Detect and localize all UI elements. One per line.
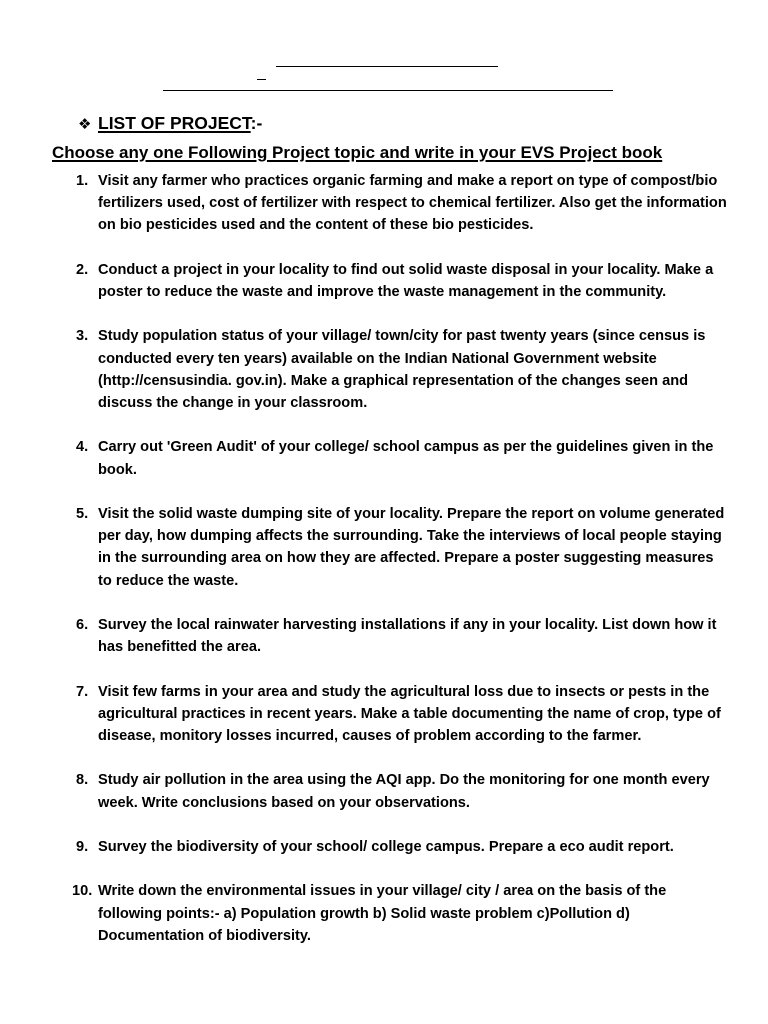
project-number: 1. [76, 173, 89, 189]
project-number: 5. [76, 505, 89, 522]
project-item-3 [0, 325, 768, 414]
dash-mark [257, 79, 266, 80]
project-text: Carry out 'Green Audit' of your college/ school campus as per the guidelines given in the book. [98, 439, 714, 478]
diamond-bullet-icon: ❖ [78, 116, 92, 133]
project-number: 4. [76, 439, 89, 456]
project-text: Study air pollution in the area using the AQI app. Do the monitoring for one month every week. Write conclusions based on your observations. [98, 772, 710, 811]
project-text: Visit any farmer who practices organic farming and make a report on type of compost/bio fertilizers used, cost of fertilizer with respect to chemical fertilizer. Also get the information on bio pesticides used and the content of these bio pesticides. [98, 173, 727, 234]
title-blank-line [276, 66, 498, 67]
list-heading-suffix: :- [250, 113, 263, 133]
project-text: Visit few farms in your area and study the agricultural loss due to insects or pests in the agricultural practices in recent years. Make a table documenting the name of crop, type of disease, monitory losses incurred, causes of problem according to the farmer. [98, 683, 721, 744]
subtitle-blank-line [163, 90, 613, 91]
project-number: 9. [76, 838, 89, 855]
project-item-10 [0, 880, 768, 947]
project-number: 10. [72, 883, 93, 900]
project-number: 3. [76, 328, 89, 345]
project-text: Survey the biodiversity of your school/ college campus. Prepare a eco audit report. [98, 838, 674, 855]
project-text: Conduct a project in your locality to find out solid waste disposal in your locality. Make a poster to reduce the waste and improve the waste management in the community. [98, 261, 714, 300]
project-item-2 [0, 259, 768, 303]
project-item-8 [0, 769, 768, 813]
project-text: Survey the local rainwater harvesting installations if any in your locality. List down how it has benefitted the area. [98, 616, 717, 656]
project-list [0, 170, 768, 969]
instruction-text: Choose any one Following Project topic and write in your EVS Project book [52, 143, 663, 162]
project-text: Visit the solid waste dumping site of your locality. Prepare the report on volume generated per day, how dumping affects the surrounding. Take the interviews of local people staying in the surrounding area on how they are affected. Prepare a poster suggesting measures to reduce the waste. [98, 505, 725, 589]
project-number: 7. [76, 683, 89, 700]
project-text: Study population status of your village/ town/city for past twenty years (since census is conducted every ten years) available on the Indian National Government website (http://censusindia. gov.in). Make a graphical representation of the changes seen and discuss the change in your classroom. [98, 328, 706, 411]
project-item-7 [0, 681, 768, 748]
project-item-4 [0, 436, 768, 480]
project-item-6 [0, 614, 768, 658]
project-number: 6. [76, 616, 89, 633]
project-number: 2. [76, 261, 89, 278]
project-item-5 [0, 503, 768, 592]
project-item-1 [0, 170, 768, 237]
project-item-9 [0, 836, 768, 858]
list-heading-title: LIST OF PROJECT [98, 113, 251, 133]
list-heading [78, 112, 262, 136]
project-number: 8. [76, 772, 89, 789]
project-text: Write down the environmental issues in your village/ city / area on the basis of the following points:- a) Population growth b) Solid waste problem c)Pollution d) Documentation of biodiversity. [98, 883, 667, 944]
